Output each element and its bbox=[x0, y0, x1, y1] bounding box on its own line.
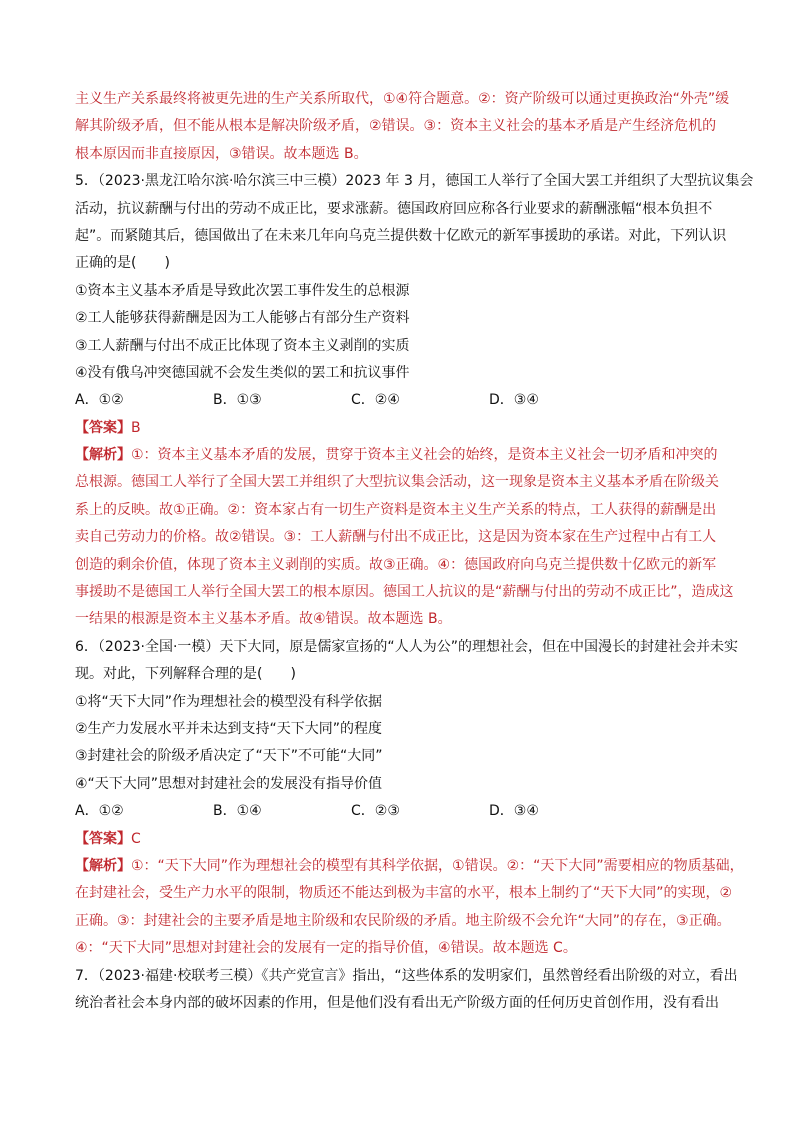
answer-options bbox=[75, 798, 725, 825]
statement-item: ②生产力发展水平并未达到支持“天下大同”的程度 bbox=[75, 720, 383, 737]
option-a: A．①② bbox=[75, 392, 124, 409]
option-d: D．③④ bbox=[489, 392, 539, 409]
analysis-label: 【解析】 bbox=[75, 447, 131, 464]
analysis-line bbox=[75, 442, 725, 469]
analysis-line: 根本原因而非直接原因，③错误。故本题选 B。 bbox=[75, 145, 368, 162]
prev-analysis-tail bbox=[75, 86, 730, 168]
statement-item: ③工人薪酬与付出不成正比体现了资本主义剥削的实质 bbox=[75, 337, 410, 354]
question-5 bbox=[75, 168, 754, 634]
statement-item: ②工人能够获得薪酬是因为工人能够占有部分生产资料 bbox=[75, 310, 410, 327]
statement-item: ④没有俄乌冲突德国就不会发生类似的罢工和抗议事件 bbox=[75, 364, 410, 381]
question-stem-line: 统治者社会本身内部的破坏因素的作用，但是他们没有看出无产阶级方面的任何历史首创作用，没有看出 bbox=[75, 994, 719, 1011]
analysis-line: 解其阶级矛盾，但不能从根本是解决阶级矛盾，②错误。③：资本主义社会的基本矛盾是产生经济危机的 bbox=[75, 118, 717, 135]
question-7 bbox=[75, 963, 738, 1018]
answer-value: C bbox=[131, 830, 141, 847]
analysis-text: ①：“天下大同”作为理想社会的模型有其科学依据，①错误。②：“天下大同”需要相应的物质基础， bbox=[131, 857, 744, 874]
statement-item: ③封建社会的阶级矛盾决定了“天下”不可能“大同” bbox=[75, 748, 383, 765]
analysis-line: 在封建社会，受生产力水平的限制，物质还不能达到极为丰富的水平，根本上制约了“天下大同”的实现，② bbox=[75, 885, 733, 902]
analysis-line: 系上的反映。故①正确。②：资本家占有一切生产资料是资本主义生产关系的特点，工人获得的薪酬是出 bbox=[75, 501, 717, 518]
document-page bbox=[75, 86, 754, 1017]
analysis-line: 总根源。德国工人举行了全国大罢工并组织了大型抗议集会活动，这一现象是资本主义基本矛盾在阶级关 bbox=[75, 474, 719, 491]
analysis-line bbox=[75, 853, 744, 880]
analysis-line: 卖自己劳动力的价格。故②错误。③：工人薪酬与付出不成正比，这是因为资本家在生产过程中占有工人 bbox=[75, 529, 717, 546]
answer-options bbox=[75, 387, 725, 414]
answer-line bbox=[75, 826, 725, 853]
statement-item: ①资本主义基本矛盾是导致此次罢工事件发生的总根源 bbox=[75, 282, 410, 299]
answer-value: B bbox=[131, 419, 141, 436]
option-a: A．①② bbox=[75, 803, 124, 820]
question-stem-line: 6．（2023·全国·一模）天下大同，原是儒家宣扬的“人人为公”的理想社会，但在中国漫长的封建社会并未实 bbox=[75, 638, 738, 655]
question-stem-line: 活动，抗议薪酬与付出的劳动不成正比，要求涨薪。德国政府回应称各行业要求的薪酬涨幅“根本负担不 bbox=[75, 200, 713, 217]
analysis-line: 正确。③：封建社会的主要矛盾是地主阶级和农民阶级的矛盾。地主阶级不会允许“大同”的存在，③正确。 bbox=[75, 912, 731, 929]
analysis-line: 主义生产关系最终将被更先进的生产关系所取代，①④符合题意。②：资产阶级可以通过更换政治“外壳”缓 bbox=[75, 91, 730, 107]
option-b: B．①③ bbox=[213, 392, 262, 409]
analysis-label: 【解析】 bbox=[75, 857, 131, 874]
answer-line bbox=[75, 415, 725, 442]
option-c: C．②④ bbox=[351, 392, 400, 409]
statement-item: ①将“天下大同”作为理想社会的模型没有科学依据 bbox=[75, 693, 383, 710]
statement-item: ④“天下大同”思想对封建社会的发展没有指导价值 bbox=[75, 775, 383, 792]
option-c: C．②③ bbox=[351, 803, 400, 820]
analysis-line: 创造的剩余价值，体现了资本主义剥削的实质。故③正确。④：德国政府向乌克兰提供数十亿欧元的新军 bbox=[75, 556, 717, 573]
option-b: B．①④ bbox=[213, 803, 262, 820]
answer-label: 【答案】 bbox=[75, 419, 131, 436]
analysis-text: ①：资本主义基本矛盾的发展，贯穿于资本主义社会的始终，是资本主义社会一切矛盾和冲突的 bbox=[131, 447, 718, 464]
question-stem-line: 5．（2023·黑龙江哈尔滨·哈尔滨三中三模）2023 年 3 月，德国工人举行了全国大罢工并组织了大型抗议集会 bbox=[75, 173, 754, 190]
question-stem-line: 现。对此，下列解释合理的是( ) bbox=[75, 666, 296, 683]
analysis-line: 一结果的根源是资本主义基本矛盾。故④错误。故本题选 B。 bbox=[75, 611, 452, 628]
question-stem-line: 起”。而紧随其后，德国做出了在未来几年向乌克兰提供数十亿欧元的新军事援助的承诺。对此，下列认识 bbox=[75, 227, 727, 244]
option-d: D．③④ bbox=[489, 803, 539, 820]
analysis-line: ④：“天下大同”思想对封建社会的发展有一定的指导价值，④错误。故本题选 C。 bbox=[75, 940, 577, 957]
analysis-line: 事援助不是德国工人举行全国大罢工的根本原因。德国工人抗议的是“薪酬与付出的劳动不成正比”，造成这 bbox=[75, 584, 734, 601]
answer-label: 【答案】 bbox=[75, 830, 131, 847]
question-stem-line: 7．（2023·福建·校联考三模）《共产党宣言》指出，“这些体系的发明家们，虽然曾经看出阶级的对立，看出 bbox=[75, 967, 738, 984]
question-6 bbox=[75, 634, 744, 963]
question-stem-line: 正确的是( ) bbox=[75, 255, 170, 272]
